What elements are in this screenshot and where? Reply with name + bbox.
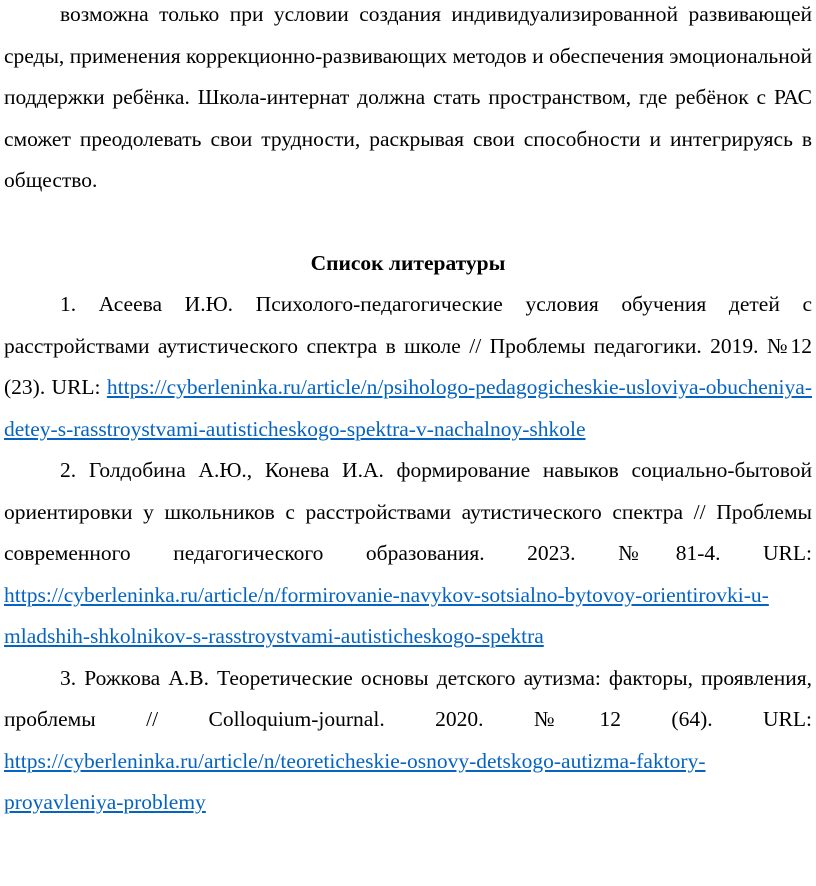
reference-link[interactable]: https://cyberleninka.ru/article/n/formirovanie-navykov-sotsialno-bytovoy-orientirovki-u-mladshih-shkolnikov-s-rasstroystvami-autisticheskogo-spektra <box>4 582 769 648</box>
reference-item-1 <box>4 284 812 450</box>
reference-text: 3. Рожкова А.В. Теоретические основы детского аутизма: факторы, проявления, проблемы // Colloquium-journal. 2020. №12 (64). URL: <box>4 665 812 731</box>
reference-text: 1. Асеева И.Ю. Психолого-педагогические условия обучения детей с расстройствами аутистического спектра в школе // Проблемы педагогики. 2019. №12 (23). URL: <box>4 292 812 399</box>
reference-item-3 <box>4 658 812 824</box>
intro-paragraph: возможна только при условии создания индивидуализированной развивающей среды, применения коррекционно-развивающих методов и обеспечения эмоциональной поддержки ребёнка. Школа-интернат должна стать пространством, где ребёнок с РАС сможет преодолевать свои трудности, раскрывая свои способности и интегрируясь в общество. <box>4 2 812 192</box>
reference-text: 2. Голдобина А.Ю., Конева И.А. формирование навыков социально-бытовой ориентировки у школьников с расстройствами аутистического спектра // Проблемы современного педагогического образования. 2023. №81-4. URL: <box>4 458 812 565</box>
references-heading: Список литературы <box>310 250 506 275</box>
reference-link[interactable]: https://cyberleninka.ru/article/n/psihologo-pedagogicheskie-usloviya-obucheniya-detey-s-rasstroystvami-autisticheskogo-spektra-v-nachalnoy-shkole <box>4 375 812 441</box>
reference-link[interactable]: https://cyberleninka.ru/article/n/teoreticheskie-osnovy-detskogo-autizma-faktory-proyavleniya-problemy <box>4 748 706 814</box>
references-list <box>4 284 812 824</box>
reference-item-2 <box>4 450 812 658</box>
